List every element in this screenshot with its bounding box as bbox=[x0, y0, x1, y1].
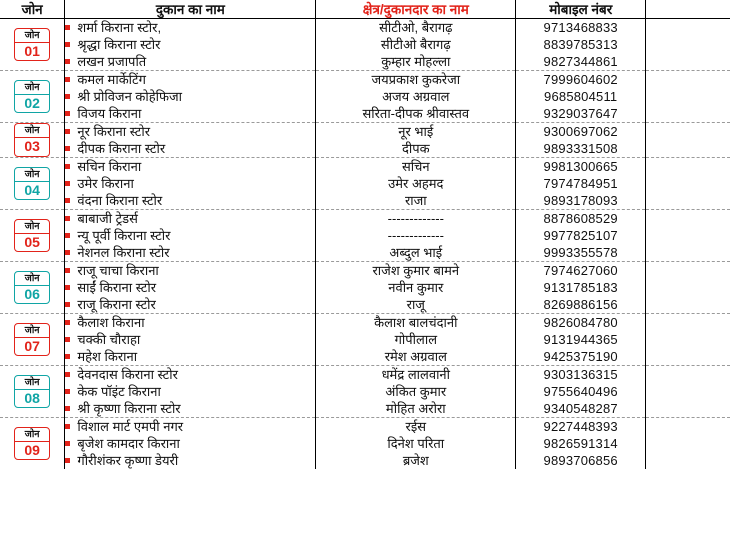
shop-name-text: सचिन किराना bbox=[77, 159, 142, 174]
owner-name-cell bbox=[316, 366, 516, 418]
mobile-number-cell bbox=[516, 123, 646, 158]
mobile-number-item: 8878608529 bbox=[543, 211, 618, 226]
column-header-shop-name: दुकान का नाम bbox=[65, 0, 316, 19]
mobile-number-item: 9893178093 bbox=[543, 193, 618, 208]
owner-name-item: जयप्रकाश कुकरेजा bbox=[371, 72, 461, 87]
zone-badge-label: जोन bbox=[15, 378, 49, 390]
mobile-number-cell bbox=[516, 71, 646, 123]
shop-name-text: राजू किराना स्टोर bbox=[77, 297, 156, 312]
shop-name-item bbox=[65, 418, 315, 435]
shop-name-text: साईं किराना स्टोर bbox=[77, 280, 157, 295]
shop-name-text: नेशनल किराना स्टोर bbox=[77, 245, 170, 260]
table-row bbox=[0, 158, 730, 210]
shop-name-text: श्री कृष्णा किराना स्टोर bbox=[77, 401, 181, 416]
shop-name-item bbox=[65, 383, 315, 400]
zone-badge-cell bbox=[0, 418, 65, 470]
square-bullet-icon bbox=[65, 458, 70, 463]
mobile-number-item: 9713468833 bbox=[543, 20, 618, 35]
zone-badge-cell bbox=[0, 314, 65, 366]
mobile-number-item: 9826591314 bbox=[543, 436, 618, 451]
mobile-number-item: 9893706856 bbox=[543, 453, 618, 468]
shop-name-item bbox=[65, 71, 315, 88]
shop-name-cell bbox=[65, 158, 316, 210]
mobile-number-item: 9425375190 bbox=[543, 349, 618, 364]
owner-name-item: कैलाश बालचंदानी bbox=[374, 315, 458, 330]
row-spacer-cell bbox=[646, 418, 730, 470]
zone-badge-number: 01 bbox=[24, 42, 40, 59]
square-bullet-icon bbox=[65, 42, 70, 47]
shop-name-text: बृजेश कामदार किराना bbox=[77, 436, 180, 451]
mobile-number-item: 7974784951 bbox=[543, 176, 618, 191]
table-row bbox=[0, 366, 730, 418]
owner-name-item: रईस bbox=[405, 419, 427, 434]
mobile-number-item: 9300697062 bbox=[543, 124, 618, 139]
shop-name-item bbox=[65, 140, 315, 157]
shop-name-text: चक्की चौराहा bbox=[77, 332, 141, 347]
owner-name-item: गोपीलाल bbox=[394, 332, 438, 347]
owner-name-item: नूर भाई bbox=[398, 124, 434, 139]
owner-name-cell bbox=[316, 123, 516, 158]
mobile-number-item: 9993355578 bbox=[543, 245, 618, 260]
table-row bbox=[0, 71, 730, 123]
shop-name-text: लखन प्रजापति bbox=[77, 54, 147, 69]
zone-badge-cell bbox=[0, 19, 65, 71]
row-spacer-cell bbox=[646, 210, 730, 262]
square-bullet-icon bbox=[65, 268, 70, 273]
zone-badge-cell bbox=[0, 71, 65, 123]
row-spacer-cell bbox=[646, 262, 730, 314]
zone-badge bbox=[14, 28, 50, 62]
zone-badge-number: 04 bbox=[24, 181, 40, 198]
zone-badge-number: 06 bbox=[24, 285, 40, 302]
owner-name-item: ब्रजेश bbox=[402, 453, 429, 468]
square-bullet-icon bbox=[65, 198, 70, 203]
zone-badge-number: 03 bbox=[24, 138, 40, 155]
shop-name-text: देवनदास किराना स्टोर bbox=[77, 367, 178, 382]
shop-name-text: कैलाश किराना bbox=[77, 315, 145, 330]
column-header-spacer bbox=[646, 0, 730, 19]
mobile-number-item: 8839785313 bbox=[543, 37, 618, 52]
shop-name-item bbox=[65, 348, 315, 365]
zone-badge bbox=[14, 80, 50, 114]
shop-name-text: दीपक किराना स्टोर bbox=[77, 141, 166, 156]
column-header-mobile: मोबाइल नंबर bbox=[516, 0, 646, 19]
zone-badge bbox=[14, 375, 50, 409]
zone-badge-cell bbox=[0, 366, 65, 418]
column-header-zone: जोन bbox=[0, 0, 65, 19]
shop-name-item bbox=[65, 158, 315, 175]
shop-name-cell bbox=[65, 71, 316, 123]
shop-name-item bbox=[65, 262, 315, 279]
square-bullet-icon bbox=[65, 111, 70, 116]
shop-name-text: केक पॉइंट किराना bbox=[77, 384, 161, 399]
row-spacer-cell bbox=[646, 71, 730, 123]
mobile-number-cell bbox=[516, 262, 646, 314]
zone-badge-cell bbox=[0, 123, 65, 158]
zone-badge bbox=[14, 123, 50, 157]
square-bullet-icon bbox=[65, 302, 70, 307]
shop-name-cell bbox=[65, 366, 316, 418]
zone-badge-label: जोन bbox=[15, 170, 49, 182]
square-bullet-icon bbox=[65, 77, 70, 82]
owner-name-item: दिनेश परिता bbox=[387, 436, 445, 451]
mobile-number-item: 9826084780 bbox=[543, 315, 618, 330]
mobile-number-item: 9303136315 bbox=[543, 367, 618, 382]
shop-name-text: नूर किराना स्टोर bbox=[77, 124, 151, 139]
shop-name-item bbox=[65, 296, 315, 313]
owner-name-item: सरिता-दीपक श्रीवास्तव bbox=[362, 106, 470, 121]
owner-name-item: सचिन bbox=[401, 159, 430, 174]
square-bullet-icon bbox=[65, 406, 70, 411]
shop-name-item bbox=[65, 105, 315, 122]
zone-badge-label: जोन bbox=[15, 222, 49, 234]
shop-name-text: श्री प्रोविजन कोहेफिजा bbox=[77, 89, 183, 104]
owner-name-item: अब्दुल भाई bbox=[389, 245, 443, 260]
zone-badge-cell bbox=[0, 262, 65, 314]
square-bullet-icon bbox=[65, 354, 70, 359]
square-bullet-icon bbox=[65, 320, 70, 325]
zone-badge bbox=[14, 219, 50, 253]
mobile-number-item: 9893331508 bbox=[543, 141, 618, 156]
square-bullet-icon bbox=[65, 389, 70, 394]
square-bullet-icon bbox=[65, 216, 70, 221]
mobile-number-item: 9340548287 bbox=[543, 401, 618, 416]
zone-badge-label: जोन bbox=[15, 430, 49, 442]
owner-name-item: कुम्हार मोहल्ला bbox=[381, 54, 451, 69]
zone-badge-label: जोन bbox=[15, 83, 49, 95]
square-bullet-icon bbox=[65, 129, 70, 134]
square-bullet-icon bbox=[65, 337, 70, 342]
square-bullet-icon bbox=[65, 424, 70, 429]
owner-name-item: सीटीओ, बैरागढ़ bbox=[379, 20, 453, 35]
owner-name-item: ------------- bbox=[387, 211, 444, 226]
shop-name-item bbox=[65, 452, 315, 469]
mobile-number-item: 9981300665 bbox=[543, 159, 618, 174]
zone-badge-label: जोन bbox=[15, 126, 49, 138]
mobile-number-cell bbox=[516, 314, 646, 366]
owner-name-cell bbox=[316, 158, 516, 210]
zone-badge-number: 08 bbox=[24, 389, 40, 406]
owner-name-item: राजेश कुमार बामने bbox=[372, 263, 460, 278]
mobile-number-item: 9827344861 bbox=[543, 54, 618, 69]
owner-name-item: अंकित कुमार bbox=[385, 384, 447, 399]
owner-name-item: राजू bbox=[406, 297, 425, 312]
mobile-number-item: 9755640496 bbox=[543, 384, 618, 399]
shop-name-item bbox=[65, 314, 315, 331]
zone-badge-label: जोन bbox=[15, 274, 49, 286]
owner-name-cell bbox=[316, 71, 516, 123]
shop-name-text: विजय किराना bbox=[77, 106, 142, 121]
mobile-number-cell bbox=[516, 210, 646, 262]
square-bullet-icon bbox=[65, 250, 70, 255]
shop-name-item bbox=[65, 192, 315, 209]
table-header-row bbox=[0, 0, 730, 19]
shop-name-item bbox=[65, 331, 315, 348]
shop-name-text: विशाल मार्ट एमपी नगर bbox=[77, 419, 184, 434]
mobile-number-item: 9131785183 bbox=[543, 280, 618, 295]
shop-name-cell bbox=[65, 314, 316, 366]
shop-name-item bbox=[65, 19, 315, 36]
shop-name-item bbox=[65, 400, 315, 417]
shop-name-cell bbox=[65, 19, 316, 71]
table-row bbox=[0, 262, 730, 314]
shop-name-item bbox=[65, 366, 315, 383]
owner-name-item: धमेंद्र लालवानी bbox=[381, 367, 451, 382]
square-bullet-icon bbox=[65, 59, 70, 64]
shop-name-item bbox=[65, 227, 315, 244]
zone-badge bbox=[14, 167, 50, 201]
mobile-number-item: 7999604602 bbox=[543, 72, 618, 87]
square-bullet-icon bbox=[65, 94, 70, 99]
shop-name-text: न्यू पूर्वी किराना स्टोर bbox=[77, 228, 171, 243]
shop-name-text: उमेर किराना bbox=[77, 176, 134, 191]
square-bullet-icon bbox=[65, 372, 70, 377]
shop-name-text: गौरीशंकर कृष्णा डेयरी bbox=[77, 453, 179, 468]
zone-badge-number: 07 bbox=[24, 337, 40, 354]
shop-name-text: शर्मा किराना स्टोर, bbox=[77, 20, 162, 35]
mobile-number-item: 9685804511 bbox=[544, 89, 618, 104]
shop-name-cell bbox=[65, 123, 316, 158]
shop-name-item bbox=[65, 210, 315, 227]
table-row bbox=[0, 210, 730, 262]
owner-name-item: सीटीओ बैरागढ़ bbox=[380, 37, 451, 52]
shop-name-item bbox=[65, 435, 315, 452]
zone-badge-label: जोन bbox=[15, 326, 49, 338]
shop-name-text: कमल मार्केटिंग bbox=[77, 72, 146, 87]
row-spacer-cell bbox=[646, 123, 730, 158]
square-bullet-icon bbox=[65, 181, 70, 186]
mobile-number-item: 9131944365 bbox=[543, 332, 618, 347]
shop-name-cell bbox=[65, 418, 316, 470]
shop-name-text: राजू चाचा किराना bbox=[77, 263, 159, 278]
owner-name-cell bbox=[316, 19, 516, 71]
shop-name-text: महेश किराना bbox=[77, 349, 138, 364]
shop-name-cell bbox=[65, 262, 316, 314]
owner-name-cell bbox=[316, 262, 516, 314]
square-bullet-icon bbox=[65, 164, 70, 169]
zone-badge-number: 09 bbox=[24, 441, 40, 458]
owner-name-item: राजा bbox=[404, 193, 427, 208]
zone-badge bbox=[14, 427, 50, 461]
shop-name-text: बाबाजी ट्रेडर्स bbox=[77, 211, 138, 226]
square-bullet-icon bbox=[65, 25, 70, 30]
shop-name-cell bbox=[65, 210, 316, 262]
row-spacer-cell bbox=[646, 158, 730, 210]
mobile-number-item: 8269886156 bbox=[543, 297, 618, 312]
zone-badge-cell bbox=[0, 158, 65, 210]
owner-name-item: मोहित अरोरा bbox=[385, 401, 446, 416]
shop-name-text: श्रृद्धा किराना स्टोर bbox=[77, 37, 161, 52]
shop-name-item bbox=[65, 279, 315, 296]
mobile-number-cell bbox=[516, 418, 646, 470]
column-header-owner: क्षेत्र/दुकानदार का नाम bbox=[316, 0, 516, 19]
zone-badge-cell bbox=[0, 210, 65, 262]
zone-badge bbox=[14, 323, 50, 357]
row-spacer-cell bbox=[646, 19, 730, 71]
shop-name-item bbox=[65, 53, 315, 70]
owner-name-item: ------------- bbox=[387, 228, 444, 243]
owner-name-cell bbox=[316, 418, 516, 470]
table-row bbox=[0, 418, 730, 470]
row-spacer-cell bbox=[646, 314, 730, 366]
shop-name-item bbox=[65, 88, 315, 105]
mobile-number-cell bbox=[516, 366, 646, 418]
table-row bbox=[0, 19, 730, 71]
row-spacer-cell bbox=[646, 366, 730, 418]
square-bullet-icon bbox=[65, 146, 70, 151]
shop-name-text: वंदना किराना स्टोर bbox=[77, 193, 163, 208]
table-row bbox=[0, 314, 730, 366]
mobile-number-cell bbox=[516, 158, 646, 210]
mobile-number-item: 9977825107 bbox=[543, 228, 618, 243]
zone-badge-number: 05 bbox=[24, 233, 40, 250]
shop-name-item bbox=[65, 36, 315, 53]
owner-name-item: नवीन कुमार bbox=[388, 280, 444, 295]
owner-name-cell bbox=[316, 314, 516, 366]
zone-badge bbox=[14, 271, 50, 305]
mobile-number-cell bbox=[516, 19, 646, 71]
owner-name-cell bbox=[316, 210, 516, 262]
owner-name-item: अजय अग्रवाल bbox=[382, 89, 450, 104]
square-bullet-icon bbox=[65, 441, 70, 446]
mobile-number-item: 7974627060 bbox=[543, 263, 618, 278]
owner-name-item: रमेश अग्रवाल bbox=[384, 349, 447, 364]
square-bullet-icon bbox=[65, 285, 70, 290]
table-row bbox=[0, 123, 730, 158]
owner-name-item: उमेर अहमद bbox=[388, 176, 444, 191]
owner-name-item: दीपक bbox=[401, 141, 430, 156]
square-bullet-icon bbox=[65, 233, 70, 238]
shop-name-item bbox=[65, 123, 315, 140]
zone-badge-label: जोन bbox=[15, 31, 49, 43]
shop-name-item bbox=[65, 175, 315, 192]
shop-name-item bbox=[65, 244, 315, 261]
zone-badge-number: 02 bbox=[24, 94, 40, 111]
mobile-number-item: 9329037647 bbox=[543, 106, 618, 121]
mobile-number-item: 9227448393 bbox=[543, 419, 618, 434]
